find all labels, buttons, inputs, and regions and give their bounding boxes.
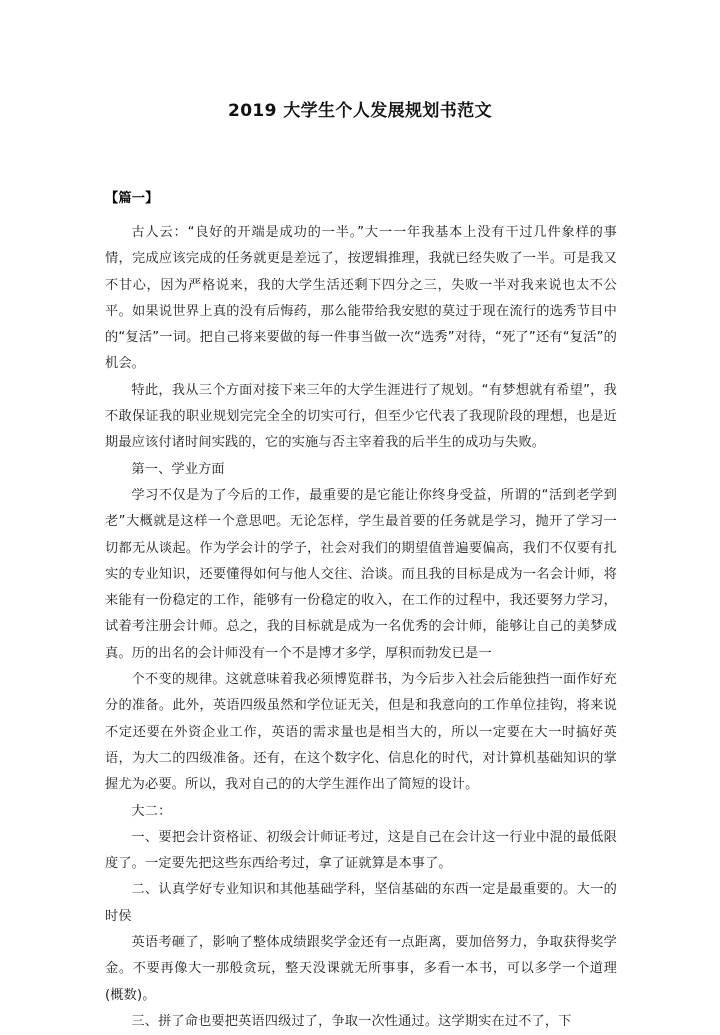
- paragraph-5: 个不变的规律。这就意味着我必须博览群书，为今后步入社会后能独挡一面作好充分的准备。此外，英语四级虽然和学位证无关，但是和我意向的工作单位挂钩，将来说不定还要在外资企业工作，英语的需求量也是相当大的，所以一定要在大一时搞好英语，为大二的四级准备。还有，在这个数字化、信息化的时代，对计算机基础知识的掌握尤为必要。所以，我对自己的的大学生涯作出了简短的设计。: [105, 672, 617, 793]
- heading-academic-section: 第一、学业方面: [131, 461, 225, 477]
- section-label-pian-yi: 【篇一】: [105, 191, 159, 206]
- heading-year-two: 大二：: [131, 803, 172, 819]
- paragraph-10: 三、拼了命也要把英语四级过了，争取一次性通过。这学期实在过不了，下: [131, 1013, 572, 1029]
- paragraph-4: 学习不仅是为了今后的工作，最重要的是它能让你终身受益，所谓的“活到老学到老”大概就是这样一个意思吧。无论怎样，学生最首要的任务就是学习，抛开了学习一切都无从谈起。作为学会计的学子，社会对我们的期望值普遍要偏高，我们不仅要有扎实的专业知识，还要懂得如何与他人交往、洽谈。而且我的目标是成为一名会计师，将来能有一份稳定的工作，能够有一份稳定的收入，在工作的过程中，我还要努力学习，试着考注册会计师。总之，我的目标就是成为一名优秀的会计师，能够让自己的美梦成真。历的出名的会计师没有一个不是博才多学，厚积而勃发已是一: [105, 487, 617, 661]
- document-body: [105, 186, 617, 1035]
- paragraph-7: 一、要把会计资格证、初级会计师证考过，这是自己在会计这一行业中混的最低限度了。一定要先把这些东西给考过，拿了证就算是本事了。: [105, 829, 617, 872]
- paragraph-8: 二、认真学好专业知识和其他基础学科，坚信基础的东西一定是最重要的。大一的时侯: [105, 882, 617, 924]
- paragraph-1: 古人云：“良好的开端是成功的一半。”大一一年我基本上没有干过几件象样的事情，完成应该完成的任务就更是差远了，按逻辑推理，我就已经失败了一半。可是我又不甘心，因为严格说来，我的大学生活还剩下四分之三，失败一半对我来说也太不公平。如果说世界上真的没有后悔药，那么能带给我安慰的莫过于现在流行的选秀节目中的“复活”一词。把自己将来要做的每一件事当做一次“选秀”对待，“死了”还有“复活”的机会。: [105, 225, 617, 372]
- paragraph-2: 特此，我从三个方面对接下来三年的大学生涯进行了规划。“有梦想就有希望”，我不敢保证我的职业规划完完全全的切实可行，但至少它代表了我现阶段的理想，也是近期最应该付诸时间实践的，它的实施与否主宰着我的后半生的成功与失败。: [105, 382, 617, 451]
- paragraph-9: 英语考砸了，影响了整体成绩跟奖学金还有一点距离，要加倍努力，争取获得奖学金。不要再像大一那般贪玩，整天没课就无所事事，多看一本书，可以多学一个道理(概数)。: [105, 935, 617, 1003]
- page-title: 2019 大学生个人发展规划书范文: [227, 101, 493, 121]
